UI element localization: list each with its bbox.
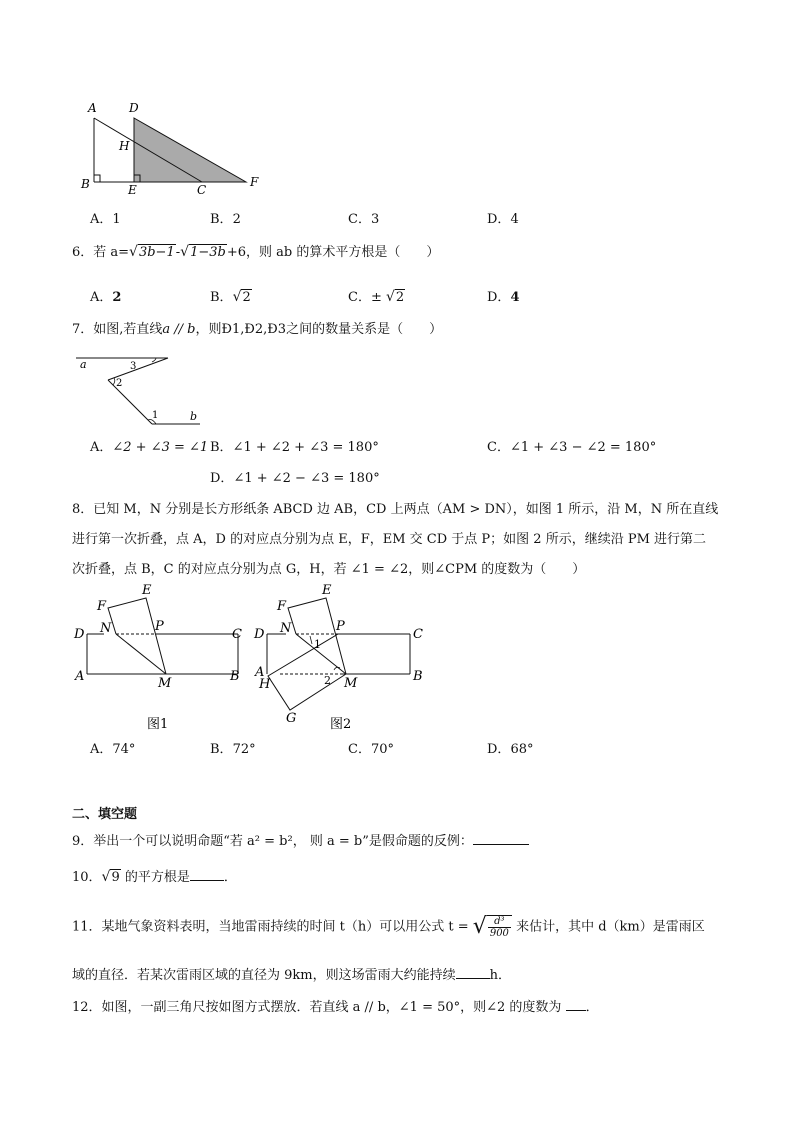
angle-3-label: 3 [130, 361, 137, 372]
label-e: E [142, 583, 152, 598]
angle-1-label: 1 [152, 410, 159, 421]
label-n: N [280, 621, 292, 636]
label-m: M [344, 676, 358, 691]
q5-option-c: C．3 [348, 212, 380, 227]
q12-answer-blank[interactable] [566, 998, 586, 1011]
label-d: D [254, 627, 265, 642]
figure-2-caption: 图2 [330, 717, 352, 732]
q6-stem: 6．若 a=√3b−1-√1−3b+6，则 ab 的算术平方根是（ ） [72, 244, 440, 260]
q7-option-b: B．∠1 + ∠2 + ∠3 = 180° [210, 440, 379, 455]
label-f: F [277, 599, 287, 614]
label-h: H [119, 139, 130, 153]
q5-option-a: A．1 [90, 212, 121, 227]
q8-option-b: B．72° [210, 742, 256, 757]
q7-stem: 7．如图,若直线a // b，则Ð1,Ð2,Ð3之间的数量关系是（ ） [72, 322, 443, 337]
q8-option-c: C．70° [348, 742, 394, 757]
q9-stem: 9．举出一个可以说明命题“若 a² = b²， 则 a = b”是假命题的反例： [72, 832, 529, 851]
q7-option-c: C．∠1 + ∠3 − ∠2 = 180° [487, 440, 657, 455]
q6-option-a: A．2 [90, 290, 122, 305]
q8-option-d: D．68° [487, 742, 534, 757]
q8-option-a: A．74° [90, 742, 136, 757]
label-g: G [286, 711, 297, 726]
q11-answer-blank[interactable] [456, 966, 490, 979]
q11-stem-line1: 11．某地气象资料表明，当地雷雨持续的时间 t（h）可以用公式 t = √ $\frac{\text{d³}}{900}$ 来估计，其中 d（km）是雷雨区 [72, 914, 705, 939]
angle-1-label: 1 [314, 638, 321, 651]
q12-stem: 12．如图，一副三角尺按如图方式摆放．若直线 a // b，∠1 = 50°，则∠2 的度数为 ． [72, 1000, 599, 1015]
q5-option-b: B．2 [210, 212, 241, 227]
label-m: M [158, 676, 172, 691]
label-p: P [155, 619, 164, 634]
q8-figure-2 [250, 580, 440, 735]
label-b: B [230, 669, 240, 684]
q8-figure-1 [70, 580, 250, 735]
label-d: D [74, 627, 85, 642]
q5-option-d: D．4 [487, 212, 519, 227]
label-p: P [336, 619, 345, 634]
q11-stem-line2: 域的直径．若某次雷雨区域的直径为 9km，则这场雷雨大约能持续 h． [72, 968, 511, 983]
label-d: D [129, 101, 139, 115]
label-f: F [97, 599, 107, 614]
label-f: F [250, 175, 259, 189]
q7-option-d: D．∠1 + ∠2 − ∠3 = 180° [210, 471, 380, 486]
label-c: C [413, 627, 423, 642]
q7-option-a: A．∠2 + ∠3 = ∠1 [90, 440, 209, 455]
label-c: C [197, 183, 207, 197]
shaded-triangle [134, 118, 246, 182]
q6-option-c: C．± √2 [348, 289, 405, 305]
section-title: 二、填空题 [72, 807, 138, 822]
label-h: H [259, 677, 271, 692]
q8-stem-line2: 进行第一次折叠，点 A，D 的对应点分别为点 E，F，EM 交 CD 于点 P；如图 2 所示，继续沿 PM 进行第二 [72, 532, 707, 547]
angle-2-label: 2 [116, 378, 123, 389]
label-b: B [413, 669, 423, 684]
q8-stem-line1: 8．已知 M，N 分别是长方形纸条 ABCD 边 AB，CD 上两点（AM > DN），如图 1 所示，沿 M，N 所在直线 [72, 502, 719, 517]
q6-option-b: B．√2 [210, 289, 251, 305]
angle-2-label: 2 [324, 674, 331, 687]
label-e: E [322, 583, 332, 598]
q8-stem-line3: 次折叠，点 B，C 的对应点分别为点 G，H，若 ∠1 = ∠2，则∠CPM 的度数为（ ） [72, 562, 586, 577]
right-angle-mark-b [94, 175, 100, 182]
label-b: b [190, 410, 198, 423]
q5-figure [70, 98, 270, 198]
label-a: A [75, 669, 85, 684]
q10-answer-blank[interactable] [190, 868, 224, 881]
label-a: A [255, 665, 265, 680]
q9-answer-blank[interactable] [473, 832, 529, 845]
label-b: B [81, 177, 90, 191]
label-e: E [128, 183, 137, 197]
q10-stem: 10．√9 的平方根是 ． [72, 869, 237, 885]
label-a: a [80, 358, 87, 371]
label-c: C [232, 627, 242, 642]
label-n: N [100, 621, 112, 636]
q7-figure [72, 350, 212, 430]
label-a: A [88, 101, 97, 115]
figure-1-caption: 图1 [147, 717, 169, 732]
q6-option-d: D．4 [487, 290, 520, 305]
